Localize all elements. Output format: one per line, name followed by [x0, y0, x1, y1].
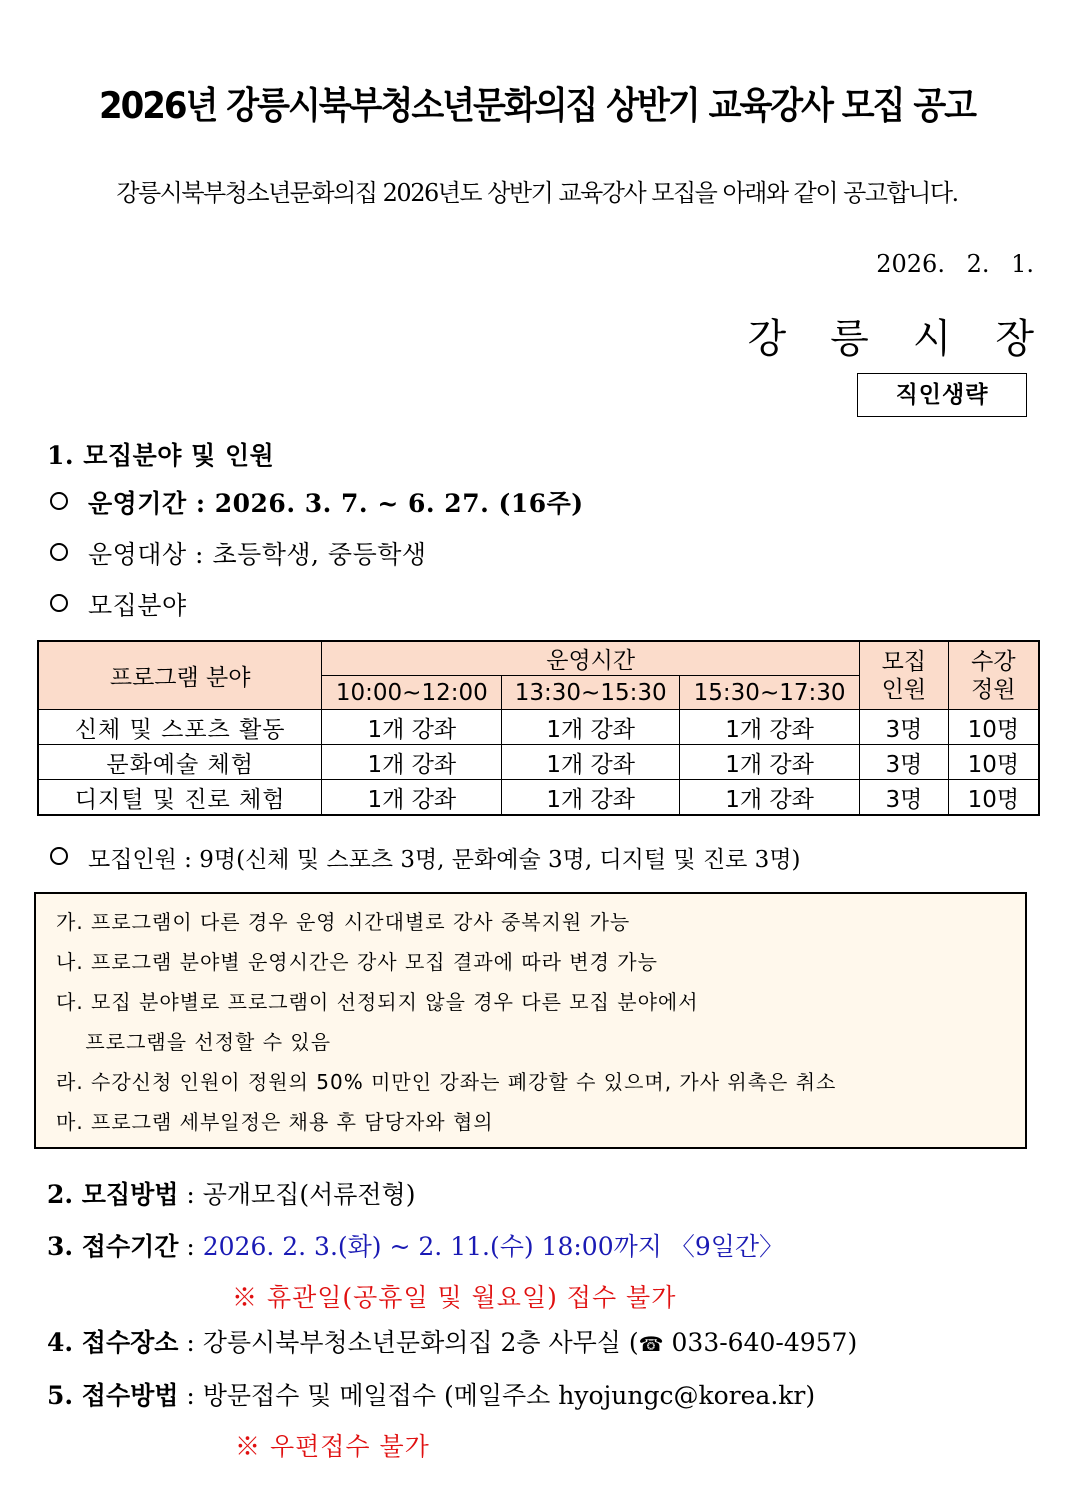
circle-bullet-icon [50, 543, 68, 561]
holiday-note: ※ 휴관일(공휴일 및 월요일) 접수 불가 [232, 1283, 677, 1312]
target-value: 초등학생, 중등학생 [212, 540, 427, 569]
cell-capacity: 10명 [948, 780, 1039, 816]
table-row [38, 710, 1039, 745]
seal-omitted-box: 직인생략 [857, 373, 1027, 417]
issuer-name [703, 307, 1034, 364]
issuer-char: 릉 [830, 316, 869, 362]
operation-period: 운영기간 : 2026. 3. 7. ~ 6. 27. (16주) [50, 484, 584, 520]
program-table [37, 640, 1040, 816]
cell-slot: 1개 강좌 [502, 745, 680, 780]
cell-slot: 1개 강좌 [322, 780, 502, 816]
cell-recruit: 3명 [860, 710, 949, 745]
note-item: 다. 모집 분야별로 프로그램이 선정되지 않을 경우 다른 모집 분야에서 [56, 990, 699, 1014]
cell-recruit: 3명 [860, 745, 949, 780]
note-item: 가. 프로그램이 다른 경우 운영 시간대별로 강사 중복지원 가능 [56, 910, 631, 934]
recruit-count-label: 모집인원 [88, 847, 177, 873]
note-item: 나. 프로그램 분야별 운영시간은 강사 모집 결과에 따라 변경 가능 [56, 950, 658, 974]
operation-target: 운영대상 : 초등학생, 중등학생 [50, 535, 427, 571]
section3: 3. 접수기간 : 2026. 2. 3.(화) ~ 2. 11.(수) 18:00까지 〈9일간〉 [47, 1232, 785, 1261]
section5: 5. 접수방법 : 방문접수 및 메일접수 (메일주소 hyojungc@korea.kr) [47, 1381, 816, 1410]
postal-note: ※ 우편접수 불가 [235, 1432, 430, 1461]
cell-slot: 1개 강좌 [322, 710, 502, 745]
target-label: 운영대상 [88, 540, 187, 569]
cell-program: 문화예술 체험 [38, 745, 322, 780]
section1-heading: 1. 모집분야 및 인원 [47, 441, 275, 470]
issuer-char: 강 [747, 316, 787, 362]
circle-bullet-icon [50, 594, 68, 612]
cell-program: 신체 및 스포츠 활동 [38, 710, 322, 745]
section2-value: 공개모집(서류전형) [202, 1180, 416, 1209]
section4-value: 강릉시북부청소년문화의집 2층 사무실 ( [202, 1328, 639, 1357]
section3-label: 3. 접수기간 [47, 1232, 179, 1261]
application-period-value: 2026. 2. 3.(화) ~ 2. 11.(수) 18:00까지 〈9일간〉 [202, 1232, 785, 1261]
table-row [38, 780, 1039, 816]
phone-number: 033-640-4957) [663, 1328, 858, 1357]
field-label: 모집분야 [88, 591, 187, 620]
header-program: 프로그램 분야 [38, 641, 322, 710]
note-item: 라. 수강신청 인원이 정원의 50% 미만인 강좌는 폐강할 수 있으며, 가사 위촉은 취소 [56, 1070, 837, 1094]
cell-slot: 1개 강좌 [502, 710, 680, 745]
circle-bullet-icon [50, 492, 68, 510]
cell-recruit: 3명 [860, 780, 949, 816]
section2: 2. 모집방법 : 공개모집(서류전형) [47, 1180, 416, 1209]
header-time-1: 10:00~12:00 [322, 676, 502, 710]
section5-label: 5. 접수방법 [47, 1381, 179, 1410]
note-item: 마. 프로그램 세부일정은 채용 후 담당자와 협의 [56, 1110, 494, 1134]
issuer-char: 장 [995, 316, 1034, 362]
recruit-field [50, 586, 187, 622]
cell-program: 디지털 및 진로 체험 [38, 780, 322, 816]
recruit-count-value: 9명(신체 및 스포츠 3명, 문화예술 3명, 디지털 및 진로 3명) [199, 847, 801, 873]
cell-slot: 1개 강좌 [322, 745, 502, 780]
cell-capacity: 10명 [948, 710, 1039, 745]
email-address: (메일주소 hyojungc@korea.kr) [443, 1381, 816, 1410]
header-recruit: 모집 인원 [860, 641, 949, 710]
section4-label: 4. 접수장소 [47, 1328, 179, 1357]
issuer-char: 시 [912, 316, 952, 362]
circle-bullet-icon [50, 847, 68, 865]
note-item: 프로그램을 선정할 수 있음 [56, 1030, 332, 1054]
recruit-count: 모집인원 : 9명(신체 및 스포츠 3명, 문화예술 3명, 디지털 및 진로 3명) [50, 841, 801, 874]
header-time-2: 13:30~15:30 [502, 676, 680, 710]
announcement-date: 2026. 2. 1. [876, 250, 1034, 278]
period-value: 2026. 3. 7. ~ 6. 27. (16주) [214, 489, 584, 518]
header-time-group: 운영시간 [322, 641, 860, 676]
header-time-3: 15:30~17:30 [680, 676, 860, 710]
cell-slot: 1개 강좌 [680, 710, 860, 745]
section5-value: 방문접수 및 메일접수 [202, 1381, 444, 1410]
cell-slot: 1개 강좌 [680, 780, 860, 816]
notes-box [34, 892, 1027, 1149]
header-capacity: 수강 정원 [948, 641, 1039, 710]
period-label: 운영기간 [88, 489, 187, 518]
intro-text: 강릉시북부청소년문화의집 2026년도 상반기 교육강사 모집을 아래와 같이 공고합니다. [116, 179, 958, 207]
section4: 4. 접수장소 : 강릉시북부청소년문화의집 2층 사무실 (☎ 033-640-4957) [47, 1328, 858, 1357]
table-row [38, 745, 1039, 780]
cell-slot: 1개 강좌 [680, 745, 860, 780]
cell-capacity: 10명 [948, 745, 1039, 780]
document-title: 2026년 강릉시북부청소년문화의집 상반기 교육강사 모집 공고 [98, 84, 976, 128]
phone-icon: ☎ [638, 1332, 664, 1356]
cell-slot: 1개 강좌 [502, 780, 680, 816]
section2-label: 2. 모집방법 [47, 1180, 179, 1209]
